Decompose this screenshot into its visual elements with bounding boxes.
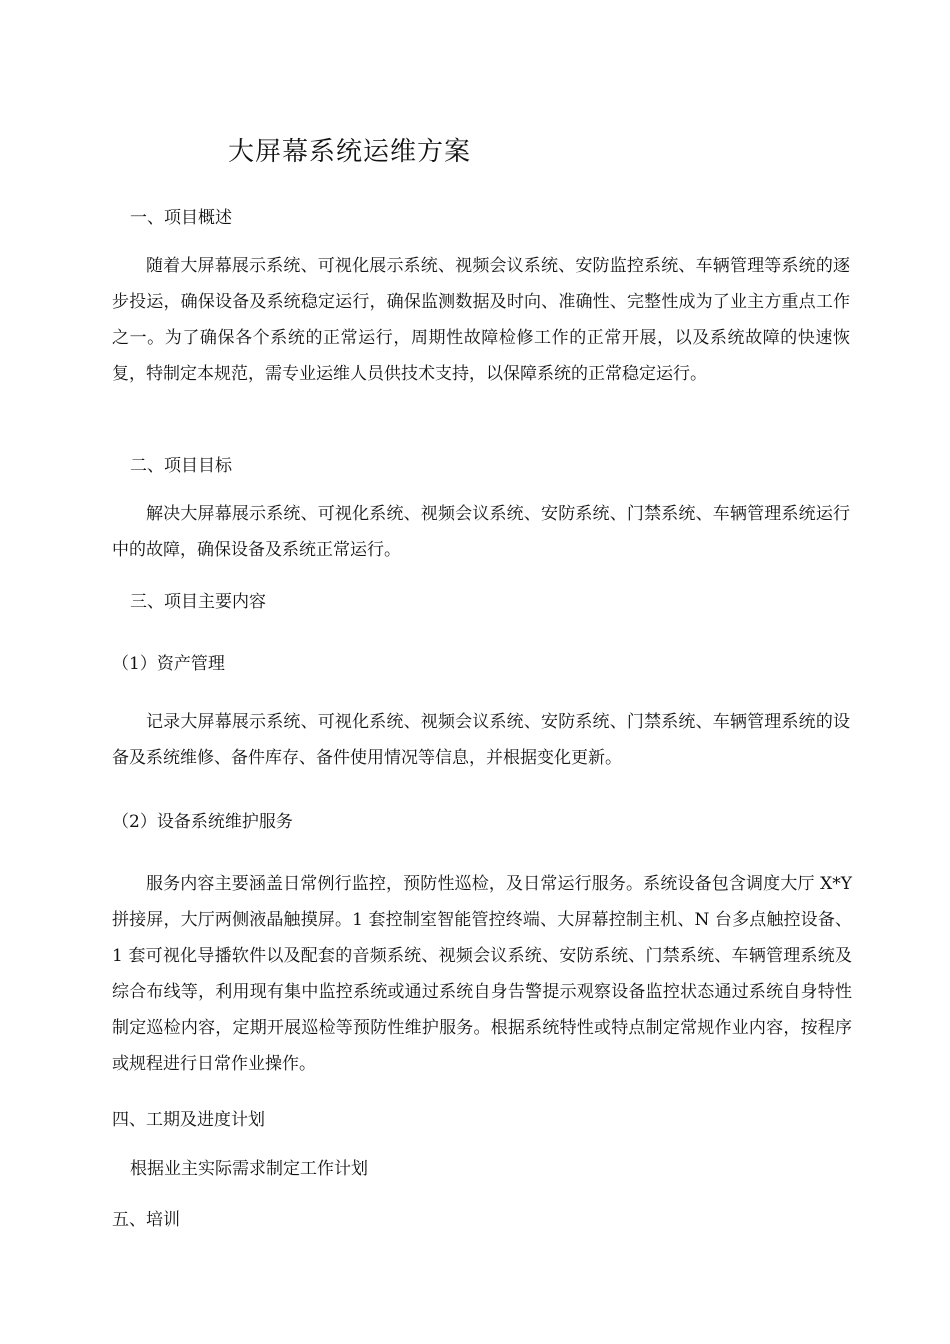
subsection-paragraph-maintenance-service: 服务内容主要涵盖日常例行监控，预防性巡检，及日常运行服务。系统设备包含调度大厅 X*Y 拼接屏，大厅两侧液晶触摸屏。1 套控制室智能管控终端、大屏幕控制主机、N 台多点触控设备、1 套可视化导播软件以及配套的音频系统、视频会议系统、安防系统、门禁系统、车辆管理系统及综合布线等，利用现有集中监控系统或通过系统自身告警提示观察设备监控状态通过系统自身特性制定巡检内容，定期开展巡检等预防性维护服务。根据系统特性或特点制定常规作业内容，按程序或规程进行日常作业操作。	[112, 874, 852, 1074]
section-heading-training: 五、培训	[112, 1210, 180, 1230]
section-heading-goals: 二、项目目标	[130, 456, 232, 476]
section-heading-schedule: 四、工期及进度计划	[112, 1110, 265, 1130]
subsection-heading-maintenance-service: （2）设备系统维护服务	[112, 812, 293, 832]
subsection-paragraph-asset-management: 记录大屏幕展示系统、可视化系统、视频会议系统、安防系统、门禁系统、车辆管理系统的设备及系统维修、备件库存、备件使用情况等信息，并根据变化更新。	[112, 712, 850, 768]
document-title: 大屏幕系统运维方案	[228, 137, 472, 167]
section-paragraph-overview: 随着大屏幕展示系统、可视化展示系统、视频会议系统、安防监控系统、车辆管理等系统的逐步投运，确保设备及系统稳定运行，确保监测数据及时向、准确性、完整性成为了业主方重点工作之一。为了确保各个系统的正常运行，周期性故障检修工作的正常开展，以及系统故障的快速恢复，特制定本规范，需专业运维人员供技术支持，以保障系统的正常稳定运行。	[112, 256, 850, 384]
section-heading-main-content: 三、项目主要内容	[130, 592, 266, 612]
section-paragraph-goals: 解决大屏幕展示系统、可视化系统、视频会议系统、安防系统、门禁系统、车辆管理系统运行中的故障，确保设备及系统正常运行。	[112, 504, 850, 560]
section-paragraph-schedule: 根据业主实际需求制定工作计划	[130, 1159, 368, 1179]
section-heading-overview: 一、项目概述	[130, 208, 232, 228]
subsection-heading-asset-management: （1）资产管理	[112, 654, 225, 674]
